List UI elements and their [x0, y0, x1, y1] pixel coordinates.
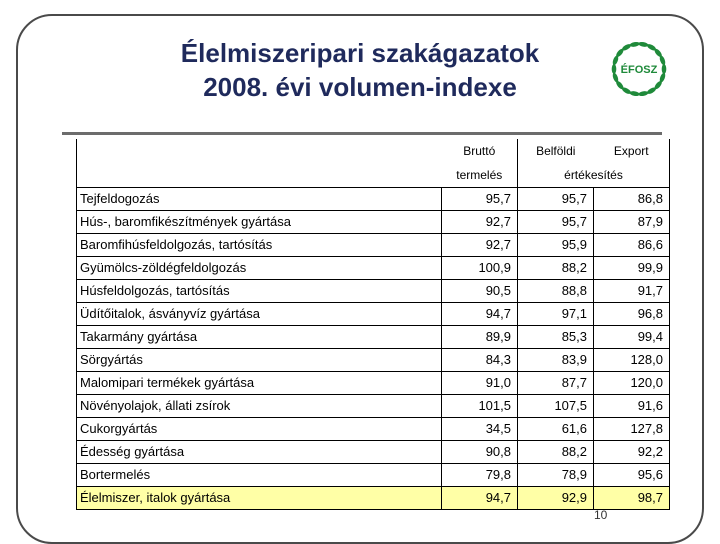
row-label: Malomipari termékek gyártása — [77, 371, 442, 394]
gross-production-value: 79,8 — [442, 463, 518, 486]
export-sales-value: 128,0 — [594, 348, 670, 371]
gross-production-value: 94,7 — [442, 302, 518, 325]
domestic-sales-value: 97,1 — [518, 302, 594, 325]
domestic-sales-value: 78,9 — [518, 463, 594, 486]
gross-production-value: 34,5 — [442, 417, 518, 440]
table-header-row-2 — [77, 163, 670, 187]
export-sales-value: 91,7 — [594, 279, 670, 302]
gross-production-value: 100,9 — [442, 256, 518, 279]
table-row — [77, 348, 670, 371]
export-sales-value: 99,4 — [594, 325, 670, 348]
row-label: Bortermelés — [77, 463, 442, 486]
logo-text: ÉFOSZ — [620, 64, 658, 76]
header-col1-line2: termelés — [442, 163, 518, 187]
title-divider — [62, 132, 662, 135]
export-sales-value: 95,6 — [594, 463, 670, 486]
logo-leaf — [629, 90, 640, 96]
row-label: Növényolajok, állati zsírok — [77, 394, 442, 417]
header-col2-line1: Belföldi — [536, 144, 576, 158]
row-label: Baromfihúsfeldolgozás, tartósítás — [77, 233, 442, 256]
logo-leaf — [662, 64, 667, 74]
gross-production-value: 90,5 — [442, 279, 518, 302]
row-label: Tejfeldogozás — [77, 187, 442, 210]
header-blank — [77, 139, 442, 163]
domestic-sales-value: 92,9 — [518, 486, 594, 509]
slide-title — [120, 36, 600, 104]
export-sales-value: 92,2 — [594, 440, 670, 463]
page-number: 10 — [594, 508, 608, 522]
gross-production-value: 89,9 — [442, 325, 518, 348]
table-row — [77, 256, 670, 279]
table-row — [77, 440, 670, 463]
header-col1-line1: Bruttó — [442, 139, 518, 163]
table-row — [77, 371, 670, 394]
logo-leaf — [638, 90, 649, 96]
table-row — [77, 486, 670, 509]
table-row — [77, 187, 670, 210]
row-label: Gyümölcs-zöldégfeldolgozás — [77, 256, 442, 279]
table-row — [77, 279, 670, 302]
table-row — [77, 417, 670, 440]
domestic-sales-value: 85,3 — [518, 325, 594, 348]
header-blank-2 — [77, 163, 442, 187]
domestic-sales-value: 87,7 — [518, 371, 594, 394]
row-label: Takarmány gyártása — [77, 325, 442, 348]
domestic-sales-value: 88,2 — [518, 256, 594, 279]
export-sales-value: 127,8 — [594, 417, 670, 440]
export-sales-value: 96,8 — [594, 302, 670, 325]
row-label: Hús-, baromfikészítmények gyártása — [77, 210, 442, 233]
export-sales-value: 86,8 — [594, 187, 670, 210]
gross-production-value: 94,7 — [442, 486, 518, 509]
gross-production-value: 91,0 — [442, 371, 518, 394]
logo-leaf — [638, 41, 649, 47]
logo-leaf — [612, 64, 617, 74]
efosz-logo — [608, 38, 670, 100]
table-row — [77, 463, 670, 486]
header-col3-line1: Export — [594, 139, 670, 163]
table-row — [77, 394, 670, 417]
table-row — [77, 302, 670, 325]
gross-production-value: 92,7 — [442, 210, 518, 233]
export-sales-value: 87,9 — [594, 210, 670, 233]
export-sales-value: 99,9 — [594, 256, 670, 279]
gross-production-value: 84,3 — [442, 348, 518, 371]
table-row — [77, 210, 670, 233]
domestic-sales-value: 88,8 — [518, 279, 594, 302]
row-label: Üdítőitalok, ásványvíz gyártása — [77, 302, 442, 325]
gross-production-value: 95,7 — [442, 187, 518, 210]
table-row — [77, 325, 670, 348]
export-sales-value: 86,6 — [594, 233, 670, 256]
domestic-sales-value: 83,9 — [518, 348, 594, 371]
header-col23-line2: értékesítés — [518, 163, 670, 187]
row-label: Sörgyártás — [77, 348, 442, 371]
export-sales-value: 120,0 — [594, 371, 670, 394]
gross-production-value: 90,8 — [442, 440, 518, 463]
title-line-1: Élelmiszeripari szakágazatok — [180, 38, 540, 68]
title-line-2: 2008. évi volumen-indexe — [203, 72, 517, 102]
row-label: Húsfeldolgozás, tartósítás — [77, 279, 442, 302]
row-label: Cukorgyártás — [77, 417, 442, 440]
export-sales-value: 98,7 — [594, 486, 670, 509]
table-row — [77, 233, 670, 256]
export-sales-value: 91,6 — [594, 394, 670, 417]
gross-production-value: 101,5 — [442, 394, 518, 417]
domestic-sales-value: 88,2 — [518, 440, 594, 463]
table-header-row-1 — [77, 139, 670, 163]
volume-index-table — [76, 139, 670, 510]
domestic-sales-value: 95,9 — [518, 233, 594, 256]
gross-production-value: 92,7 — [442, 233, 518, 256]
domestic-sales-value: 95,7 — [518, 210, 594, 233]
domestic-sales-value: 107,5 — [518, 394, 594, 417]
domestic-sales-value: 61,6 — [518, 417, 594, 440]
logo-leaf — [629, 41, 640, 47]
domestic-sales-value: 95,7 — [518, 187, 594, 210]
row-label: Édesség gyártása — [77, 440, 442, 463]
row-label: Élelmiszer, italok gyártása — [77, 486, 442, 509]
